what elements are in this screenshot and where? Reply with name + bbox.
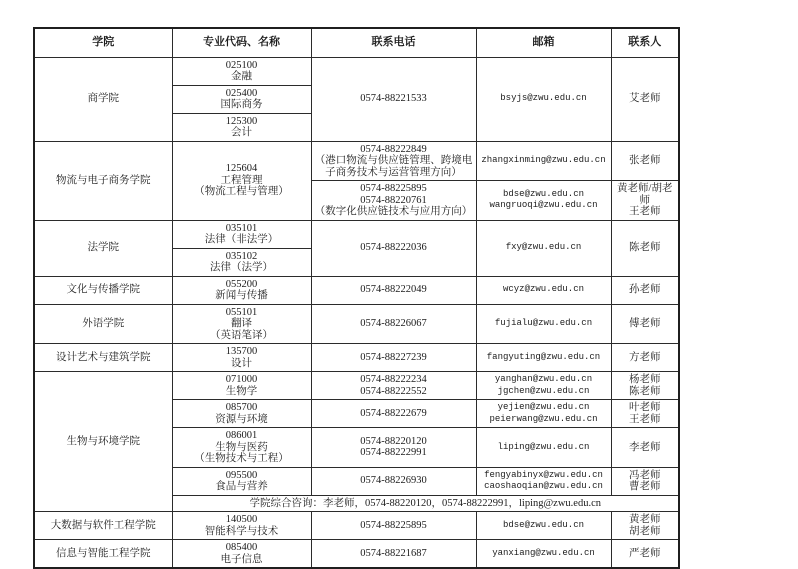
contact-cell — [611, 344, 679, 372]
cell-line: 新闻与传播 — [215, 290, 268, 301]
college-cell — [34, 57, 172, 141]
cell-line: 125300 — [225, 115, 258, 127]
cell-line: 0574-88222991 — [360, 447, 427, 459]
cell-line: 法律（非法学） — [204, 234, 279, 245]
cell-line: 生物学 — [225, 385, 258, 397]
major-cell — [172, 248, 311, 276]
college-consult-note-cell — [172, 495, 679, 512]
contact-cell — [611, 181, 679, 221]
email-text: yejien@zwu.edu.cn — [497, 402, 590, 412]
major-cell — [172, 141, 311, 220]
contact-cell — [611, 276, 679, 304]
cell-line: 0574-88221687 — [360, 547, 427, 559]
email-cell — [476, 372, 611, 400]
cell-line: （港口物流与供应链管理、跨境电子商务技术与运营管理方向） — [314, 155, 473, 178]
email-text: bdse@zwu.edu.cn — [502, 188, 584, 199]
cell-line: 法律（法学） — [210, 262, 273, 273]
college-cell — [34, 141, 172, 220]
contact-cell — [611, 304, 679, 344]
table-row — [34, 276, 679, 304]
cell-line: 035101 — [225, 222, 258, 234]
cell-line: （数字化供应链技术与应用方向） — [314, 206, 473, 217]
cell-line: 0574-88225895 — [360, 183, 427, 194]
cell-line: 0574-88220120 — [360, 435, 427, 447]
cell-line: 会计 — [231, 127, 252, 138]
cell-line: 艾老师 — [629, 93, 661, 105]
cell-line: 0574-88222849 — [360, 143, 427, 155]
email-text: peierwang@zwu.edu.cn — [489, 413, 598, 424]
major-cell — [172, 467, 311, 495]
cell-line: （生物技术与工程） — [194, 453, 289, 464]
cell-line: 0574-88222036 — [360, 242, 427, 254]
email-cell — [476, 540, 611, 569]
cell-line: 0574-88226067 — [360, 318, 427, 329]
cell-line: 杨老师 — [629, 374, 661, 385]
table-row — [34, 372, 679, 400]
email-cell — [476, 304, 611, 344]
cell-line: 0574-88225895 — [360, 519, 427, 531]
cell-line: 0574-88222234 — [360, 374, 427, 385]
cell-line: 法学院 — [87, 242, 119, 254]
cell-line: 胡老师 — [629, 525, 661, 537]
column-header: 学院 — [34, 28, 172, 57]
cell-line: （英语笔译） — [210, 329, 273, 341]
phone-cell — [311, 400, 476, 428]
cell-line: 135700 — [225, 346, 258, 357]
contact-cell — [611, 57, 679, 141]
major-cell — [172, 344, 311, 372]
cell-line: 0574-88227239 — [360, 351, 427, 363]
major-cell — [172, 512, 311, 540]
cell-line: 055101 — [225, 306, 258, 318]
email-text: bsyjs@zwu.edu.cn — [500, 93, 587, 104]
cell-line: 0574-88220761 — [360, 194, 427, 206]
email-cell — [476, 141, 611, 181]
college-cell — [34, 220, 172, 276]
table-row — [34, 57, 679, 85]
email-cell — [476, 181, 611, 221]
cell-line: 金融 — [231, 71, 252, 82]
college-cell — [34, 512, 172, 540]
cell-line: 电子信息 — [220, 553, 263, 565]
cell-line: 商学院 — [87, 93, 119, 105]
cell-line: 140500 — [225, 514, 258, 525]
email-text: fengyabinyx@zwu.edu.cn — [484, 469, 603, 480]
cell-line: （物流工程与管理） — [194, 186, 289, 198]
cell-line: 方老师 — [629, 351, 661, 363]
cell-line: 黄老师 — [629, 514, 661, 525]
cell-line: 025400 — [225, 87, 258, 99]
email-text: wangruoqi@zwu.edu.cn — [489, 200, 598, 211]
cell-line: 王老师 — [629, 206, 661, 217]
header-row — [34, 28, 679, 57]
contact-cell — [611, 400, 679, 428]
table-row — [34, 141, 679, 181]
cell-line: 文化与传播学院 — [66, 284, 140, 296]
table-row — [34, 540, 679, 569]
cell-line: 071000 — [225, 374, 258, 385]
college-cell — [34, 540, 172, 569]
cell-line: 085400 — [225, 542, 258, 553]
email-text: jgchen@zwu.edu.cn — [497, 385, 590, 396]
cell-line: 翻译 — [231, 318, 252, 329]
major-cell — [172, 220, 311, 248]
cell-line: 生物与环境学院 — [66, 435, 140, 447]
cell-line: 学院综合咨询：李老师，0574-88220120，0574-88222991，liping@zwu.edu.cn — [249, 497, 601, 509]
college-cell — [34, 372, 172, 512]
college-cell — [34, 304, 172, 344]
phone-cell — [311, 540, 476, 569]
column-header: 邮箱 — [476, 28, 611, 57]
cell-line: 生物与医药 — [215, 441, 268, 453]
cell-line: 国际商务 — [220, 99, 263, 110]
major-cell — [172, 113, 311, 141]
cell-line: 085700 — [225, 402, 258, 413]
cell-line: 食品与营养 — [215, 481, 268, 492]
major-cell — [172, 276, 311, 304]
phone-cell — [311, 220, 476, 276]
contact-table — [33, 27, 680, 569]
phone-cell — [311, 344, 476, 372]
cell-line: 张老师 — [629, 155, 661, 166]
email-cell — [476, 276, 611, 304]
contact-cell — [611, 141, 679, 181]
major-cell — [172, 540, 311, 569]
email-cell — [476, 512, 611, 540]
email-text: wcyz@zwu.edu.cn — [502, 284, 584, 295]
contact-cell — [611, 540, 679, 569]
cell-line: 孙老师 — [629, 284, 661, 296]
email-text: bdse@zwu.edu.cn — [502, 519, 584, 530]
email-cell — [476, 57, 611, 141]
phone-cell — [311, 512, 476, 540]
major-cell — [172, 85, 311, 113]
cell-line: 陈老师 — [629, 242, 661, 254]
email-cell — [476, 220, 611, 276]
cell-line: 信息与智能工程学院 — [56, 547, 151, 559]
contact-cell — [611, 220, 679, 276]
college-cell — [34, 344, 172, 372]
table-row — [34, 220, 679, 248]
cell-line: 物流与电子商务学院 — [56, 174, 151, 186]
major-cell — [172, 428, 311, 468]
cell-line: 095500 — [225, 469, 258, 481]
cell-line: 傅老师 — [629, 318, 661, 329]
cell-line: 智能科学与技术 — [204, 525, 279, 537]
cell-line: 叶老师 — [629, 402, 661, 413]
cell-line: 025100 — [225, 59, 258, 71]
cell-line: 0574-88221533 — [360, 93, 427, 105]
email-text: caoshaoqian@zwu.edu.cn — [484, 481, 603, 491]
cell-line: 严老师 — [629, 547, 661, 559]
phone-cell — [311, 372, 476, 400]
cell-line: 王老师 — [629, 413, 661, 425]
column-header: 联系人 — [611, 28, 679, 57]
cell-line: 曹老师 — [629, 481, 661, 492]
email-text: yanxiang@zwu.edu.cn — [492, 547, 595, 558]
phone-cell — [311, 467, 476, 495]
cell-line: 086001 — [225, 430, 258, 441]
table-row — [34, 512, 679, 540]
email-text: zhangxinming@zwu.edu.cn — [481, 155, 606, 165]
phone-cell — [311, 57, 476, 141]
contact-cell — [611, 512, 679, 540]
cell-line: 黄老师/胡老师 — [617, 183, 673, 206]
college-cell — [34, 276, 172, 304]
email-cell — [476, 344, 611, 372]
major-cell — [172, 400, 311, 428]
email-text: fangyuting@zwu.edu.cn — [486, 351, 601, 362]
cell-line: 陈老师 — [629, 385, 661, 397]
major-cell — [172, 57, 311, 85]
cell-line: 大数据与软件工程学院 — [50, 519, 156, 531]
cell-line: 外语学院 — [82, 318, 125, 329]
cell-line: 资源与环境 — [215, 413, 268, 425]
email-text: liping@zwu.edu.cn — [497, 441, 590, 452]
cell-line: 055200 — [225, 278, 258, 290]
phone-cell — [311, 276, 476, 304]
major-cell — [172, 304, 311, 344]
cell-line: 0574-88222049 — [360, 284, 427, 296]
email-text: yanghan@zwu.edu.cn — [494, 374, 593, 384]
cell-line: 125604 — [225, 163, 258, 175]
cell-line: 0574-88222679 — [360, 407, 427, 419]
phone-cell — [311, 304, 476, 344]
column-header: 专业代码、名称 — [172, 28, 311, 57]
cell-line: 冯老师 — [629, 469, 661, 481]
contact-cell — [611, 372, 679, 400]
cell-line: 0574-88226930 — [360, 475, 427, 487]
email-text: fxy@zwu.edu.cn — [505, 242, 582, 253]
cell-line: 工程管理 — [220, 174, 263, 186]
cell-line: 0574-88222552 — [360, 385, 427, 397]
cell-line: 035102 — [225, 250, 258, 262]
email-cell — [476, 400, 611, 428]
email-cell — [476, 428, 611, 468]
email-cell — [476, 467, 611, 495]
email-text: fujialu@zwu.edu.cn — [494, 318, 593, 328]
cell-line: 李老师 — [629, 441, 661, 453]
contact-cell — [611, 428, 679, 468]
phone-cell — [311, 141, 476, 181]
cell-line: 设计艺术与建筑学院 — [56, 351, 151, 363]
table-row — [34, 344, 679, 372]
contact-cell — [611, 467, 679, 495]
column-header: 联系电话 — [311, 28, 476, 57]
phone-cell — [311, 428, 476, 468]
major-cell — [172, 372, 311, 400]
table-row — [34, 304, 679, 344]
cell-line: 设计 — [231, 357, 252, 369]
phone-cell — [311, 181, 476, 221]
